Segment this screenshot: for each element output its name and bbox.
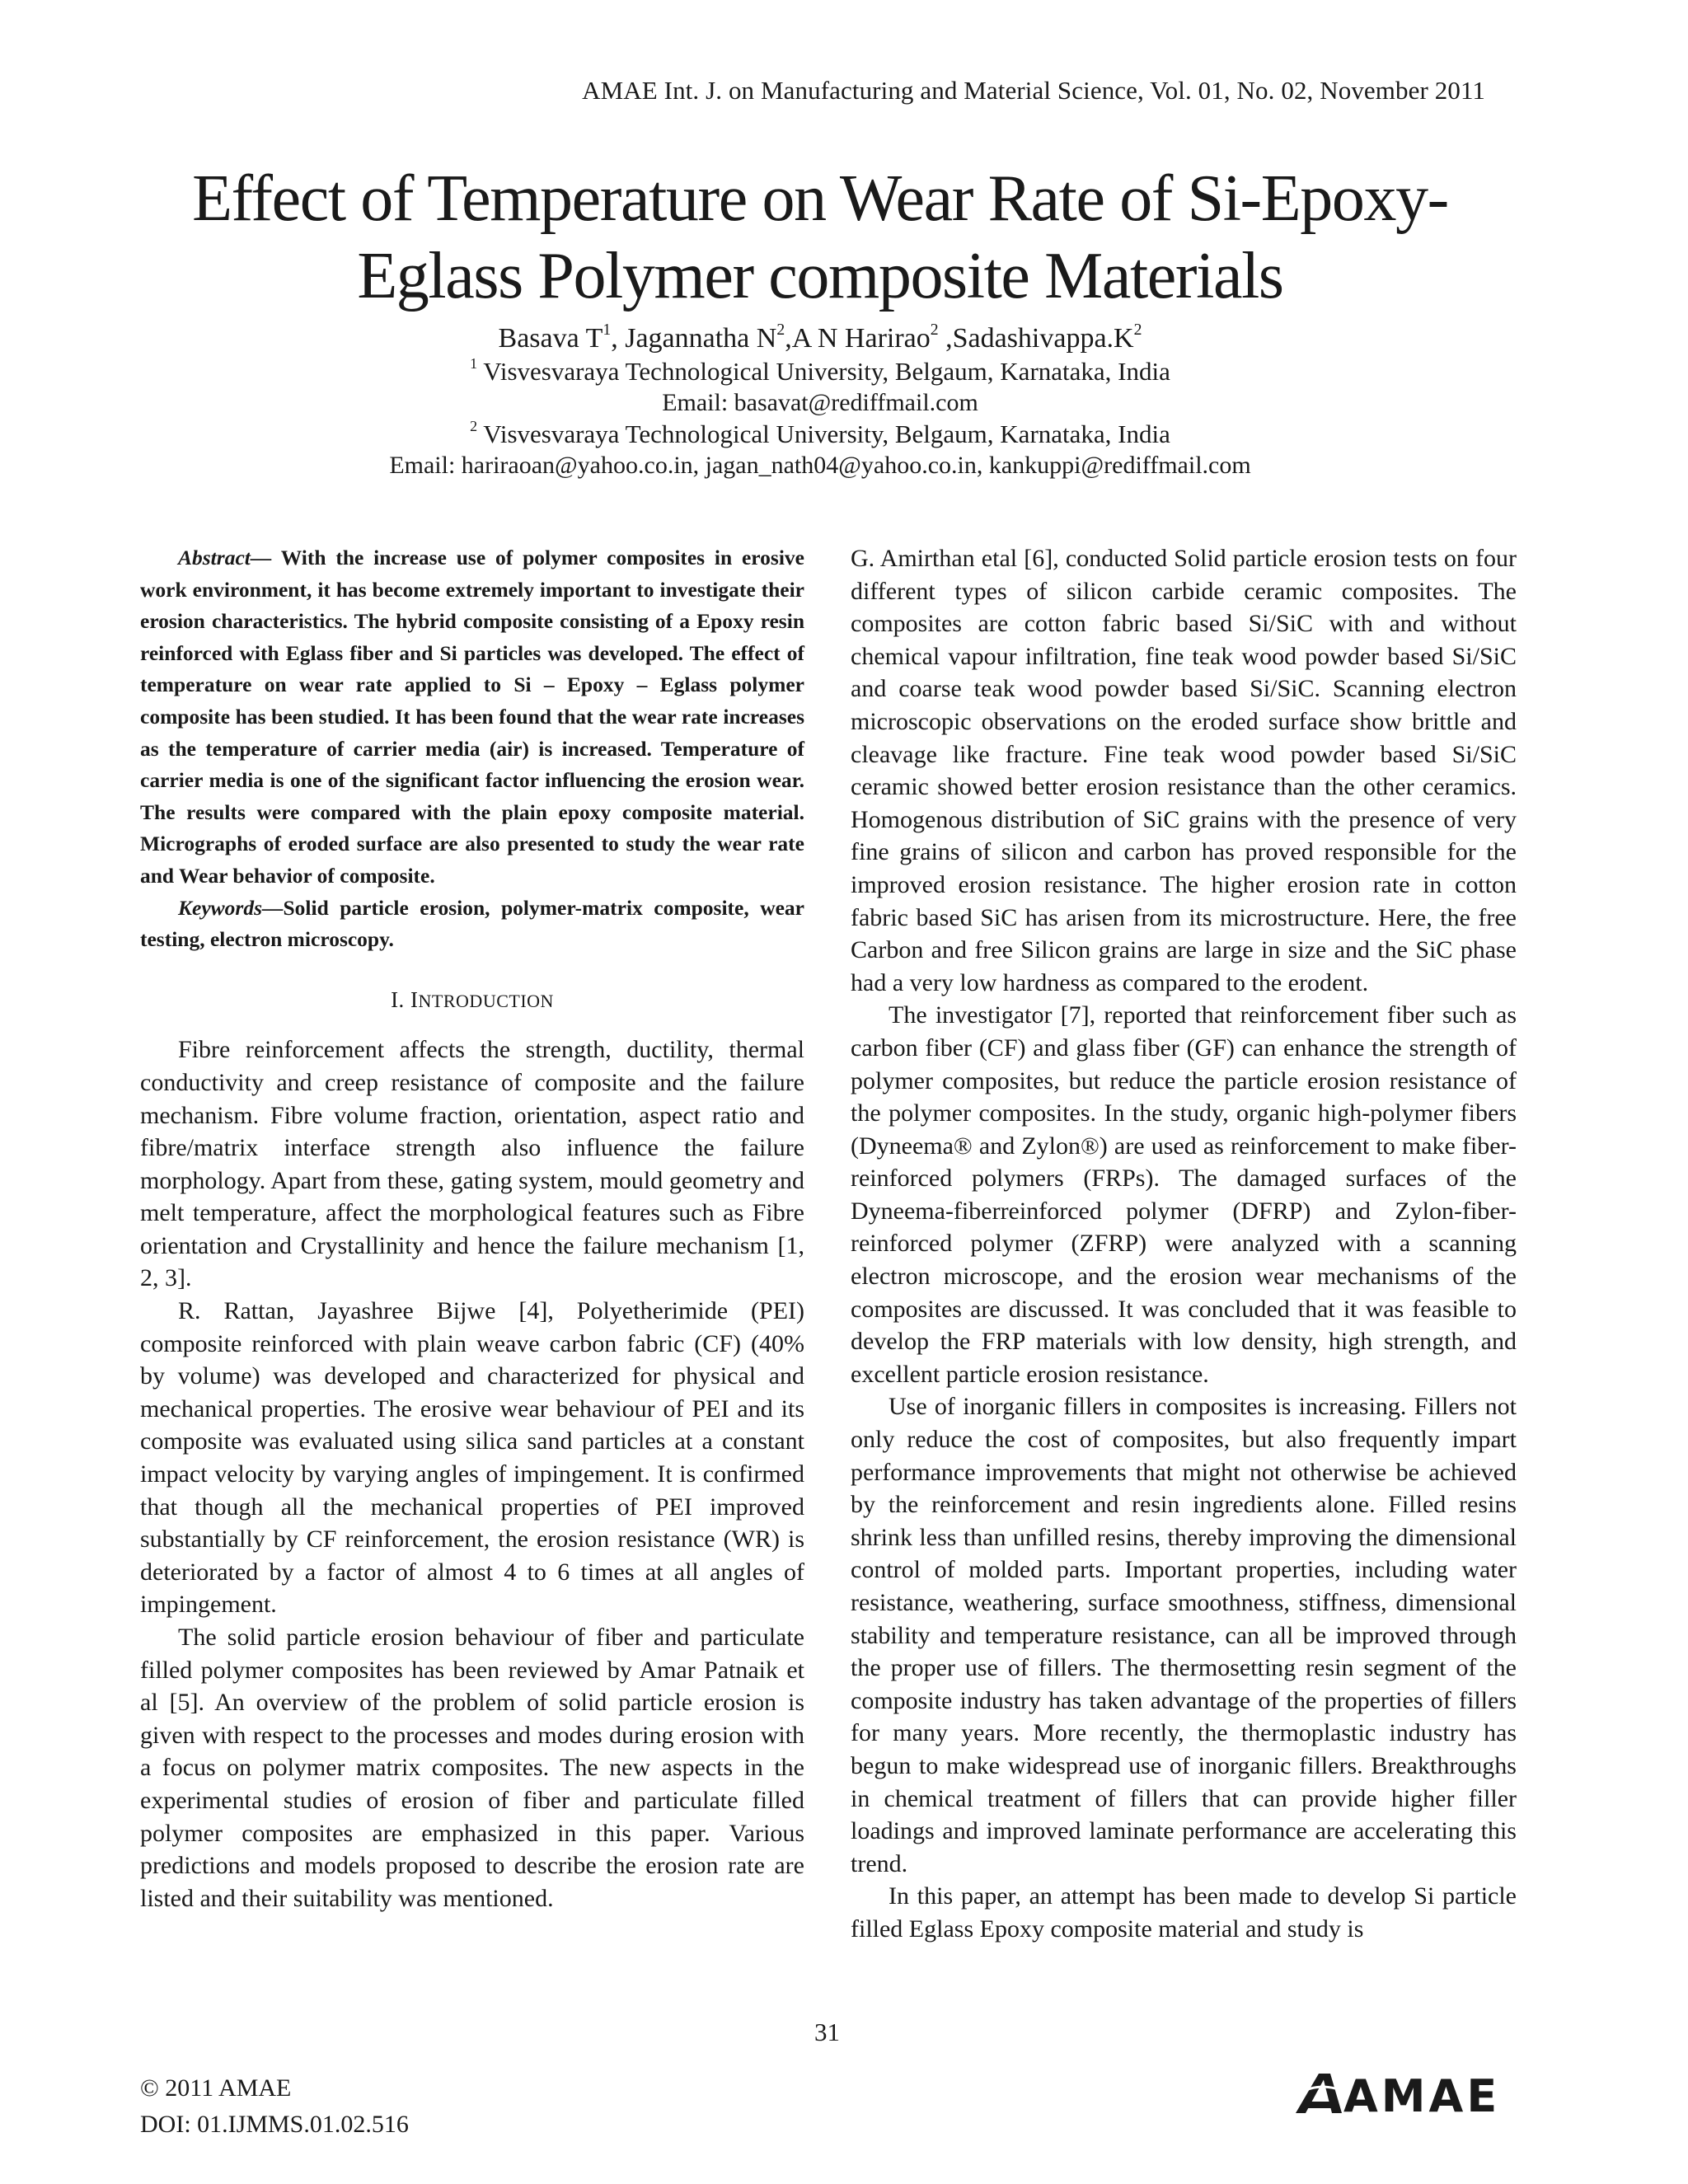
section-heading-introduction <box>140 984 804 1018</box>
affiliation-2-text: Visvesvaraya Technological University, Belgaum, Karnataka, India <box>477 419 1170 448</box>
keywords-text: Solid particle erosion, polymer-matrix composite, wear testing, electron microscopy. <box>140 895 804 952</box>
intro-paragraph-3: The solid particle erosion behaviour of fiber and particulate filled polymer composites has been reviewed by Amar Patnaik et al [5]. An overview of the problem of solid particle erosion is given with respect to the processes and modes during erosion with a focus on polymer matrix composites. The new aspects in the experimental studies of erosion of fiber and particulate filled polymer composites are emphasized in this paper. Various predictions and models proposed to describe the erosion rate are listed and their suitability was mentioned. <box>140 1624 804 1912</box>
keywords-label: Keywords— <box>178 895 284 920</box>
intro-paragraph-2: R. Rattan, Jayashree Bijwe [4], Polyetherimide (PEI) composite reinforced with plain weave carbon fabric (CF) (40% by volume) was developed and characterized for physical and mechanical properties. The erosive wear behaviour of PEI and its composite was evaluated using silica sand particles at a constant impact velocity by varying angles of impingement. It is confirmed that though all the mechanical properties of PEI improved substantially by CF reinforcement, the erosion resistance (WR) is deteriorated by a factor of almost 4 to 6 times at all angles of impingement. <box>140 1297 804 1619</box>
page-number: 31 <box>814 2018 840 2046</box>
right-paragraph-1: G. Amirthan etal [6], conducted Solid particle erosion tests on four different types of silicon carbide ceramic composites. The composites are cotton fabric based Si/SiC with and without chemical vapour infiltration, fine teak wood powder based Si/SiC and coarse teak wood powder based Si/SiC. Scanning electron microscopic observations on the eroded surface show brittle and cleavage like fracture. Fine teak wood powder based Si/SiC ceramic showed better erosion resistance than the other ceramics. Homogenous distribution of SiC grains with the presence of very fine grains of silicon and carbon has proved responsible for the improved erosion resistance. The higher erosion rate in cotton fabric based SiC has arisen from its microstructure. Here, the free Carbon and free Silicon grains are large in size and the SiC phase had a very low hardness as compared to the erodent. <box>851 545 1517 996</box>
intro-paragraph-1: Fibre reinforcement affects the strength, ductility, thermal conductivity and creep resistance of composite and the failure mechanism. Fibre volume fraction, orientation, aspect ratio and fibre/matrix interface strength also influence the failure morphology. Apart from these, gating system, mould geometry and melt temperature, affect the morphological features such as Fibre orientation and Crystallinity and hence the failure mechanism [1, 2, 3]. <box>140 1036 804 1292</box>
author-3: ,A N Harirao <box>785 323 931 354</box>
footer-info <box>140 2070 409 2143</box>
logo-text: AMAE <box>1343 2070 1501 2116</box>
affiliation-1-text: Visvesvaraya Technological University, Belgaum, Karnataka, India <box>477 357 1170 386</box>
running-header: AMAE Int. J. on Manufacturing and Material Science, Vol. 01, No. 02, November 2011 <box>582 76 1485 105</box>
left-column <box>140 542 804 1915</box>
author-2-affil: 2 <box>776 320 785 339</box>
author-1-affil: 1 <box>603 320 612 339</box>
right-paragraph-2: The investigator [7], reported that reinforcement fiber such as carbon fiber (CF) and glass fiber (GF) can enhance the strength of polymer composites, but reduce the particle erosion resistance of the polymer composites. In the study, organic high-polymer fibers (Dyneema® and Zylon®) are used as reinforcement to make fiber-reinforced polymers (FRPs). The damaged surfaces of the Dyneema-fiberreinforced polymer (DFRP) and Zylon-fiber-reinforced polymer (ZFRP) were analyzed with a scanning electron microscope, and the erosion wear mechanisms of the composites are discussed. It was concluded that it was feasible to develop the FRP materials with low density, high strength, and excellent particle erosion resistance. <box>851 1001 1517 1388</box>
author-2: , Jagannatha N <box>611 323 777 354</box>
section-heading-title: NTRODUCTION <box>418 990 554 1011</box>
email-1: Email: basavat@rediffmail.com <box>662 389 978 416</box>
author-4: ,Sadashivappa.K <box>938 323 1134 354</box>
abstract-text: With the increase use of polymer composites in erosive work environment, it has become extremely important to investigate their erosion characteristics. The hybrid composite consisting of a Epoxy resin reinforced with Eglass fiber and Si particles was developed. The effect of temperature on wear rate applied to Si – Epoxy – Eglass polymer composite has been studied. It has been found that the wear rate increases as the temperature of carrier media (air) is increased. Temperature of carrier media is one of the significant factor influencing the erosion wear. The results were compared with the plain epoxy composite material. Micrographs of eroded surface are also presented to study the wear rate and Wear behavior of composite. <box>140 546 804 888</box>
affiliation-1-marker: 1 <box>470 354 478 372</box>
author-4-affil: 2 <box>1133 320 1142 339</box>
author-1: Basava T <box>498 323 603 354</box>
keywords <box>140 893 804 956</box>
email-2: Email: hariraoan@yahoo.co.in, jagan_nath04@yahoo.co.in, kankuppi@rediffmail.com <box>389 452 1251 479</box>
abstract <box>140 542 804 893</box>
logo-mark-icon <box>1296 2074 1342 2113</box>
right-paragraph-3: Use of inorganic fillers in composites is increasing. Fillers not only reduce the cost of composites, but also frequently impart performance improvements that might not otherwise be achieved by the reinforcement and resin ingredients alone. Filled resins shrink less than unfilled resins, thereby improving the dimensional control of molded parts. Important properties, including water resistance, weathering, surface smoothness, stiffness, dimensional stability and temperature resistance, can all be improved through the proper use of fillers. The thermosetting resin segment of the composite industry has taken advantage of the properties of fillers for many years. More recently, the thermoplastic industry has begun to make widespread use of inorganic fillers. Breakthroughs in chemical treatment of fillers that can provide higher filler loadings and improved laminate performance are accelerating this trend. <box>851 1393 1517 1877</box>
right-column <box>851 542 1517 1946</box>
abstract-label: Abstract— <box>178 546 272 569</box>
doi: DOI: 01.IJMMS.01.02.516 <box>140 2111 409 2138</box>
affiliation-2-marker: 2 <box>470 417 478 434</box>
right-paragraph-4: In this paper, an attempt has been made to develop Si particle filled Eglass Epoxy composite material and study is <box>851 1882 1517 1943</box>
copyright: © 2011 AMAE <box>140 2074 292 2102</box>
affiliation-1 <box>206 356 1434 387</box>
title-line-1: Effect of Temperature on Wear Rate of Si-Epoxy- <box>192 162 1448 235</box>
author-3-affil: 2 <box>930 320 939 339</box>
section-heading-number: I. I <box>391 987 419 1012</box>
affiliation-2 <box>206 419 1434 450</box>
author-block <box>206 321 1434 481</box>
paper-title <box>124 160 1517 315</box>
author-names <box>206 321 1434 356</box>
amae-logo <box>1294 2069 1518 2116</box>
title-line-2: Eglass Polymer composite Materials <box>357 240 1283 312</box>
